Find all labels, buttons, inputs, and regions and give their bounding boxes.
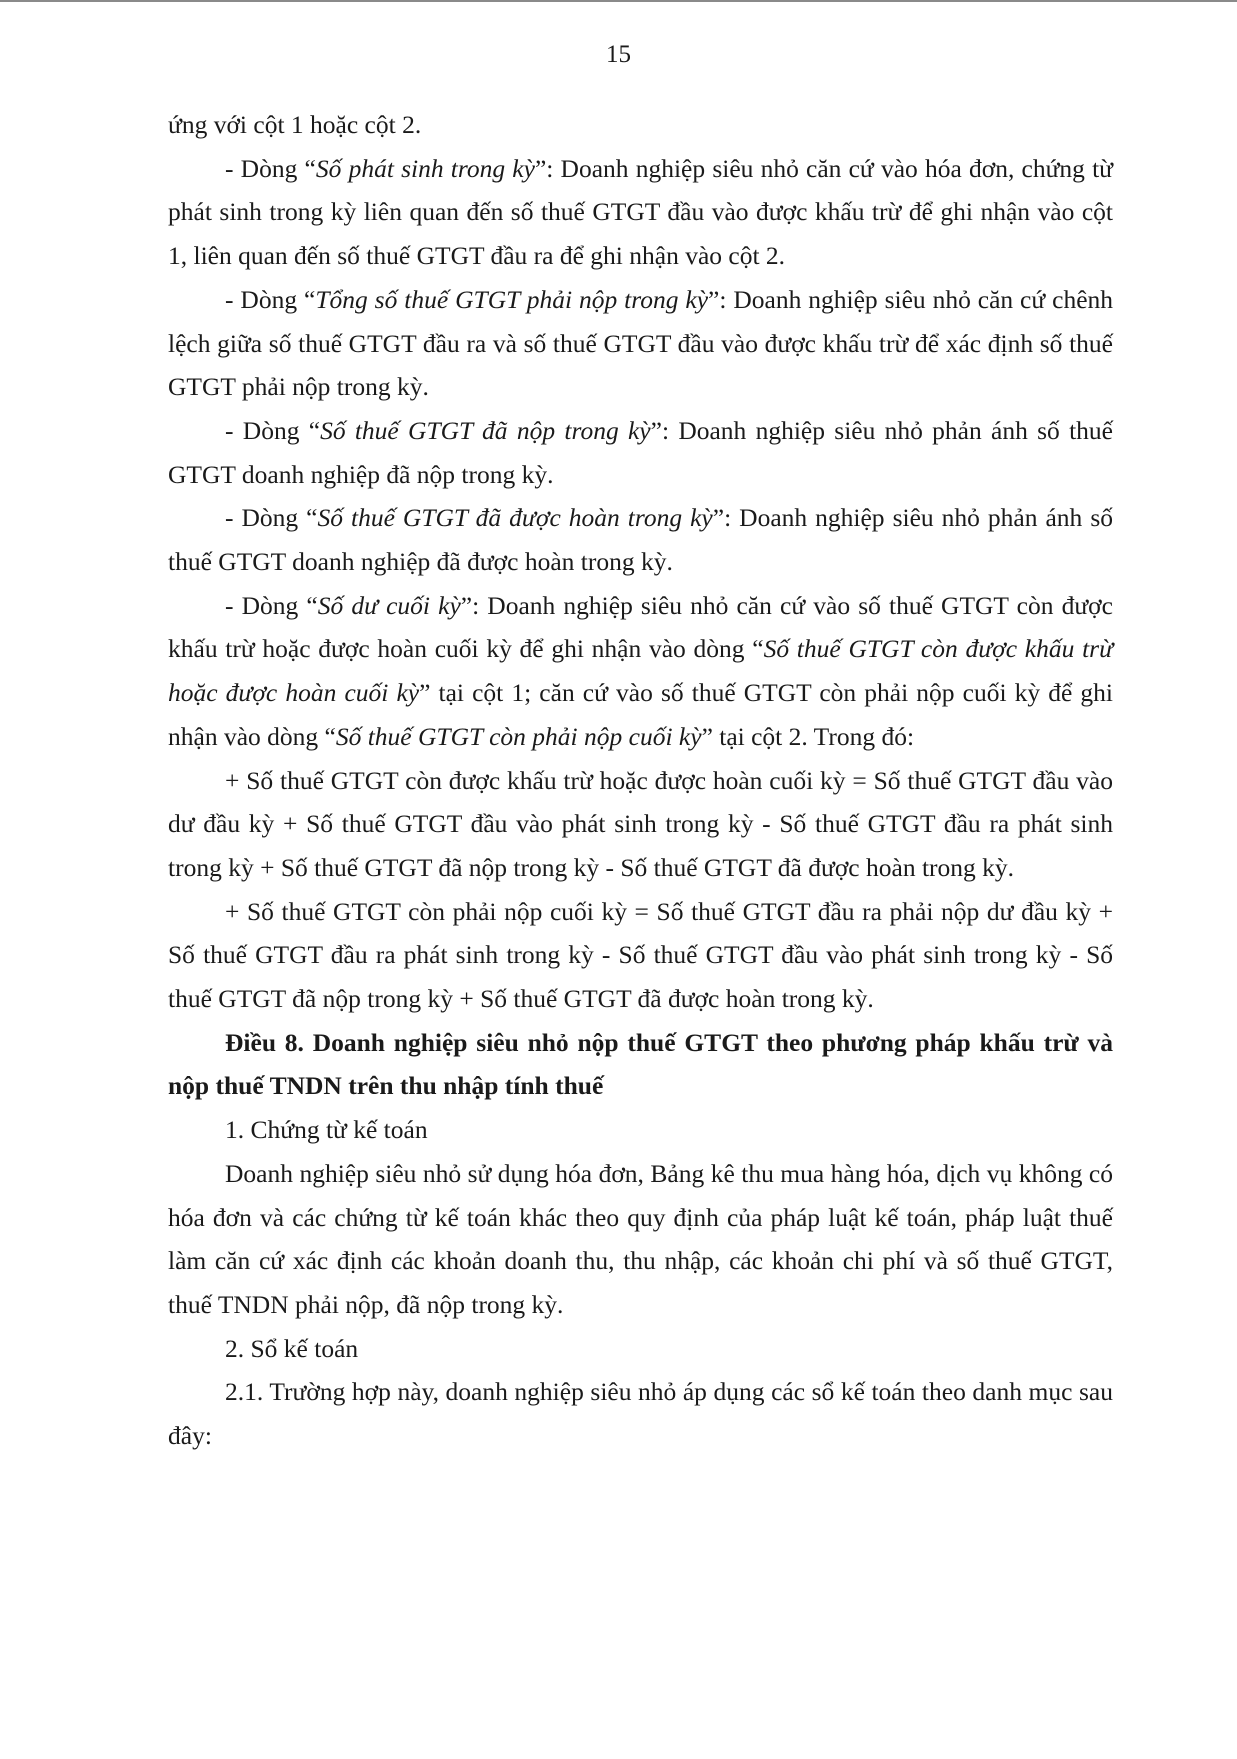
paragraph [168,759,1113,890]
text-run: 2. Sổ kế toán [225,1333,359,1363]
text-run: ” tại cột 1; căn cứ vào số thuế GTGT còn phải nộp cuối kỳ để ghi nhận vào dòng “ [168,678,1113,751]
paragraph [168,1108,1113,1152]
text-run: ứng với cột 1 hoặc cột 2. [168,110,422,139]
text-run: - Dòng “ [225,503,318,533]
text-run: - Dòng “ [225,415,321,445]
italic-quote: Số thuế GTGT còn phải nộp cuối kỳ [335,721,702,751]
paragraph [168,278,1113,409]
text-run: 1. Chứng từ kế toán [225,1115,428,1145]
text-run: - Dòng “ [225,284,316,314]
page-top-edge [0,0,1237,2]
text-run: Doanh nghiệp siêu nhỏ sử dụng hóa đơn, Bảng kê thu mua hàng hóa, dịch vụ không có hóa đơn và các chứng từ kế toán khác theo quy định của pháp luật kế toán, pháp luật thuế làm căn cứ xác định các khoản doanh thu, thu nhập, các khoản chi phí và số thuế GTGT, thuế TNDN phải nộp, đã nộp trong kỳ. [168,1158,1113,1319]
italic-quote: Số thuế GTGT đã nộp trong kỳ [320,415,651,445]
paragraph [168,147,1113,278]
article-heading [168,1021,1113,1108]
paragraph [168,496,1113,583]
italic-quote: Tổng số thuế GTGT phải nộp trong kỳ [315,284,709,314]
paragraph [168,890,1113,1021]
text-run: ” tại cột 2. Trong đó: [701,721,915,751]
text-run: 2.1. Trường hợp này, doanh nghiệp siêu nhỏ áp dụng các sổ kế toán theo danh mục sau đây: [168,1377,1113,1451]
text-run: Điều 8. Doanh nghiệp siêu nhỏ nộp thuế GTGT theo phương pháp khấu trừ và nộp thuế TNDN trên thu nhập tính thuế [168,1027,1113,1101]
paragraph [168,1152,1113,1327]
text-run: ”: Doanh nghiệp siêu nhỏ căn cứ vào số thuế GTGT còn được khấu trừ hoặc được hoàn cuối kỳ để ghi nhận vào dòng “ [168,590,1113,664]
paragraph [168,1370,1113,1457]
paragraph [168,584,1113,759]
text-run: ”: Doanh nghiệp siêu nhỏ phản ánh số thuế GTGT doanh nghiệp đã được hoàn trong kỳ. [168,503,1113,577]
italic-quote: Số thuế GTGT đã được hoàn trong kỳ [317,503,713,533]
text-run: ”: Doanh nghiệp siêu nhỏ căn cứ vào hóa đơn, chứng từ phát sinh trong kỳ liên quan đến số thuế GTGT đầu vào được khấu trừ để ghi nhận vào cột 1, liên quan đến số thuế GTGT đầu ra để ghi nhận vào cột 2. [168,153,1114,271]
text-run: + Số thuế GTGT còn được khấu trừ hoặc được hoàn cuối kỳ = Số thuế GTGT đầu vào dư đầu kỳ + Số thuế GTGT đầu vào phát sinh trong kỳ - Số thuế GTGT đầu ra phát sinh trong kỳ + Số thuế GTGT đã nộp trong kỳ - Số thuế GTGT đã được hoàn trong kỳ. [168,765,1113,882]
italic-quote: Số phát sinh trong kỳ [315,153,535,183]
paragraph [168,409,1113,496]
paragraph [168,1327,1113,1371]
italic-quote: Số dư cuối kỳ [317,590,461,620]
page-number: 15 [606,41,631,68]
text-run: + Số thuế GTGT còn phải nộp cuối kỳ = Số thuế GTGT đầu ra phải nộp dư đầu kỳ + Số thuế GTGT đầu ra phát sinh trong kỳ - Số thuế GTGT đầu vào phát sinh trong kỳ - Số thuế GTGT đã nộp trong kỳ + Số thuế GTGT đã được hoàn trong kỳ. [168,896,1113,1014]
document-body [168,103,1113,1458]
paragraph [168,103,1113,147]
text-run: ”: Doanh nghiệp siêu nhỏ phản ánh số thuế GTGT doanh nghiệp đã nộp trong kỳ. [168,415,1113,489]
text-run: - Dòng “ [225,153,316,183]
text-run: - Dòng “ [225,590,318,620]
text-run: ”: Doanh nghiệp siêu nhỏ căn cứ chênh lệch giữa số thuế GTGT đầu ra và số thuế GTGT đầu vào được khấu trừ để xác định số thuế GTGT phải nộp trong kỳ. [168,284,1114,402]
italic-quote: Số thuế GTGT còn được khấu trừ hoặc được hoàn cuối kỳ [168,634,1113,708]
